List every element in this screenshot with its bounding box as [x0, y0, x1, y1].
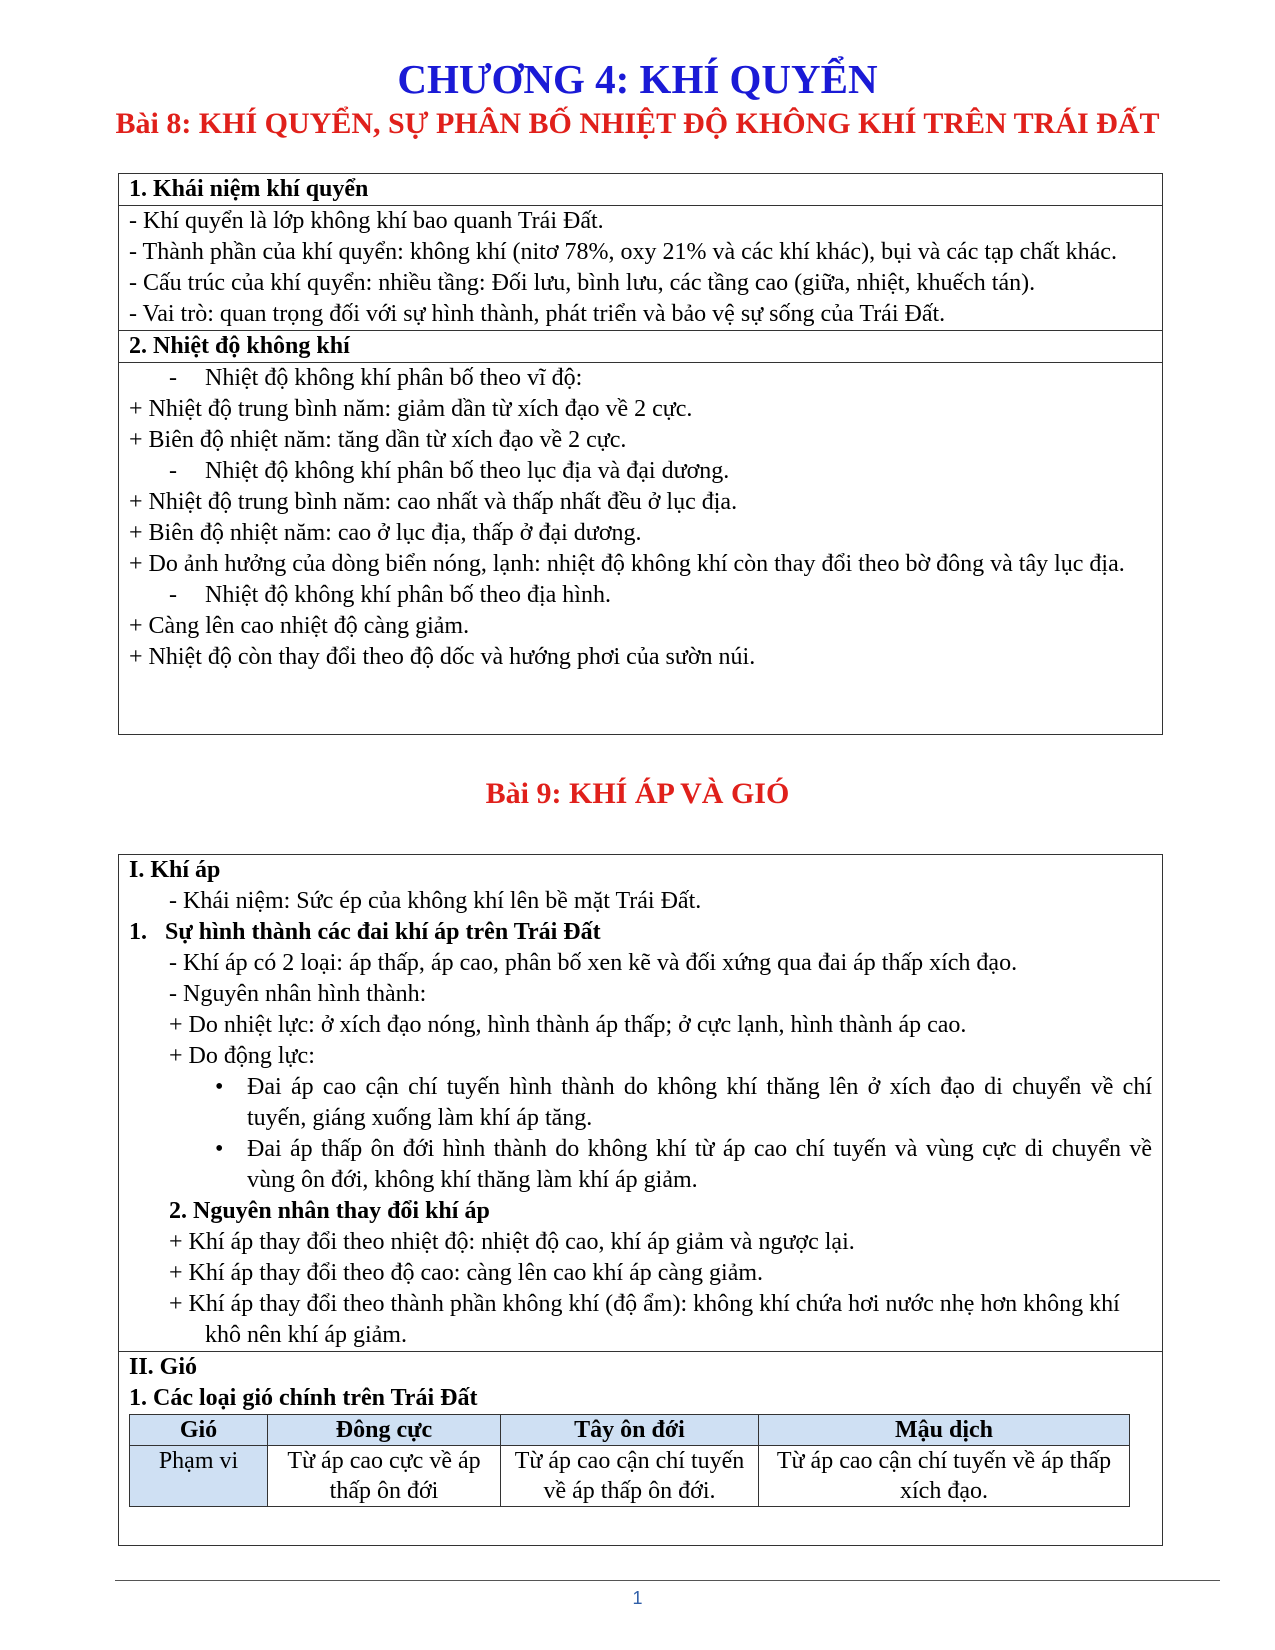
section-air-temperature-heading: 2. Nhiệt độ không khí: [119, 331, 1162, 363]
plus-item: + Càng lên cao nhiệt độ càng giảm.: [129, 613, 470, 639]
plus-item: + Do ảnh hưởng của dòng biển nóng, lạnh: nhiệt độ không khí còn thay đổi theo bờ đông và tây lục địa.: [129, 551, 1125, 577]
pressure-concept: - Khái niệm: Sức ép của không khí lên bề mặt Trái Đất.: [169, 888, 702, 914]
pressure-change-line: + Khí áp thay đổi theo độ cao: càng lên cao khí áp càng giảm.: [169, 1260, 764, 1286]
page-number: 1: [632, 1588, 643, 1608]
wind-heading: II. Gió: [129, 1354, 198, 1380]
bullet-item: • Đai áp cao cận chí tuyến hình thành do không khí thăng lên ở xích đạo di chuyển về chí tuyến, giáng xuống làm khí áp tăng.: [215, 1074, 1152, 1131]
bullet-item: • Đai áp thấp ôn đới hình thành do không khí từ áp cao chí tuyến và vùng cực di chuyển về vùng ôn đới, không khí thăng làm khí áp giảm.: [215, 1136, 1152, 1193]
dash-item: - Nhiệt độ không khí phân bố theo lục địa và đại dương.: [169, 458, 730, 484]
winds-table: [129, 1414, 1130, 1507]
table-cell: Từ áp cao cực về áp thấp ôn đới: [268, 1446, 501, 1507]
table-header-cell: Đông cực: [268, 1415, 501, 1446]
belts-line: + Do động lực:: [169, 1043, 315, 1069]
main-winds-heading: 1. Các loại gió chính trên Trái Đất: [129, 1385, 478, 1411]
pressure-section: [119, 855, 1162, 1507]
lesson8-summary-box: [118, 173, 1163, 735]
concept-line: - Thành phần của khí quyển: không khí (nitơ 78%, oxy 21% và các khí khác), bụi và các tạp chất khác.: [129, 239, 1117, 265]
concept-line: - Vai trò: quan trọng đối với sự hình thành, phát triển và bảo vệ sự sống của Trái Đất.: [129, 301, 946, 327]
pressure-change-line: + Khí áp thay đổi theo thành phần không khí (độ ẩm): không khí chứa hơi nước nhẹ hơn không khí khô nên khí áp giảm.: [169, 1291, 1120, 1348]
belts-line: - Nguyên nhân hình thành:: [169, 981, 427, 1007]
section-atmosphere-concept-heading: 1. Khái niệm khí quyển: [119, 174, 1162, 206]
lesson9-title: Bài 9: KHÍ ÁP VÀ GIÓ: [485, 777, 790, 810]
pressure-belts-heading: 1. Sự hình thành các đai khí áp trên Trái Đất: [129, 919, 601, 945]
table-header-row: [130, 1415, 1130, 1446]
table-cell: Từ áp cao cận chí tuyến về áp thấp ôn đới.: [501, 1446, 759, 1507]
pressure-heading: I. Khí áp: [129, 857, 221, 883]
pressure-change-heading: 2. Nguyên nhân thay đổi khí áp: [169, 1198, 490, 1224]
table-row: [130, 1446, 1130, 1507]
concept-line: - Cấu trúc của khí quyển: nhiều tầng: Đối lưu, bình lưu, các tầng cao (giữa, nhiệt, khuếch tán).: [129, 270, 1036, 296]
plus-item: + Biên độ nhiệt năm: tăng dần từ xích đạo về 2 cực.: [129, 427, 627, 453]
table-header-cell: Gió: [130, 1415, 268, 1446]
table-cell: Từ áp cao cận chí tuyến về áp thấp xích đạo.: [759, 1446, 1130, 1507]
table-header-cell: Tây ôn đới: [501, 1415, 759, 1446]
chapter-title: CHƯƠNG 4: KHÍ QUYỂN: [397, 56, 878, 102]
plus-item: + Nhiệt độ còn thay đổi theo độ dốc và hướng phơi của sườn núi.: [129, 644, 756, 670]
section-atmosphere-concept-body: [119, 206, 1162, 331]
lesson8-title: Bài 8: KHÍ QUYỂN, SỰ PHÂN BỐ NHIỆT ĐỘ KHÔNG KHÍ TRÊN TRÁI ĐẤT: [115, 107, 1160, 140]
belts-line: + Do nhiệt lực: ở xích đạo nóng, hình thành áp thấp; ở cực lạnh, hình thành áp cao.: [169, 1012, 967, 1038]
plus-item: + Nhiệt độ trung bình năm: giảm dần từ xích đạo về 2 cực.: [129, 396, 693, 422]
dash-item: - Nhiệt độ không khí phân bố theo địa hình.: [169, 582, 611, 608]
lesson9-summary-box: [118, 854, 1163, 1546]
pressure-change-line: + Khí áp thay đổi theo nhiệt độ: nhiệt độ cao, khí áp giảm và ngược lại.: [169, 1229, 855, 1255]
plus-item: + Nhiệt độ trung bình năm: cao nhất và thấp nhất đều ở lục địa.: [129, 489, 738, 515]
table-header-cell: Mậu dịch: [759, 1415, 1130, 1446]
table-row-label: Phạm vi: [130, 1446, 268, 1507]
section-air-temperature-body: [119, 363, 1162, 673]
footer-rule: [115, 1580, 1220, 1581]
belts-line: - Khí áp có 2 loại: áp thấp, áp cao, phân bố xen kẽ và đối xứng qua đai áp thấp xích đạo.: [169, 950, 1018, 976]
plus-item: + Biên độ nhiệt năm: cao ở lục địa, thấp ở đại dương.: [129, 520, 642, 546]
dash-item: - Nhiệt độ không khí phân bố theo vĩ độ:: [169, 365, 583, 391]
concept-line: - Khí quyển là lớp không khí bao quanh Trái Đất.: [129, 208, 604, 234]
